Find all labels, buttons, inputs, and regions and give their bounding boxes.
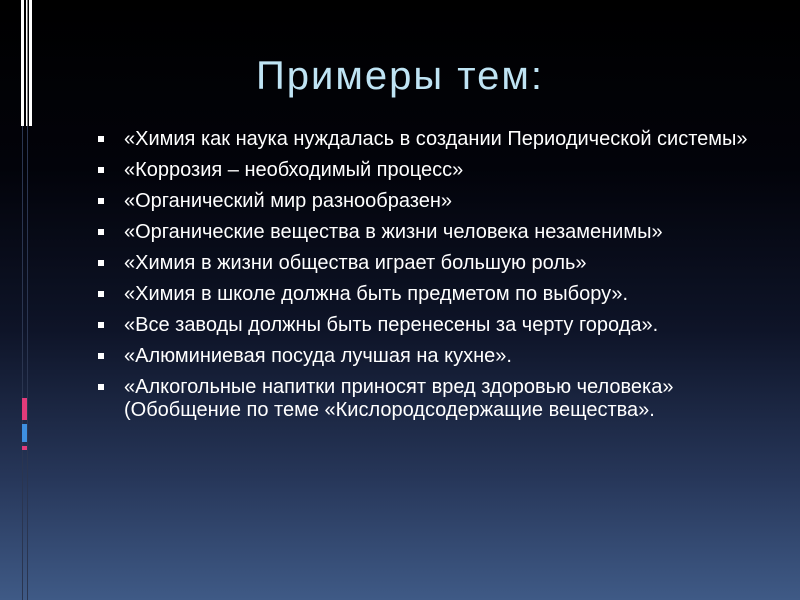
list-item: [96, 221, 756, 244]
list-item-text: «Химия в школе должна быть предметом по выбору».: [124, 283, 629, 305]
square-bullet-icon: [98, 229, 104, 235]
list-item-text: «Химия как наука нуждалась в создании Периодической системы»: [124, 128, 748, 150]
list-item: [96, 283, 756, 306]
list-item-text: «Алкогольные напитки приносят вред здоровью человека» (Обобщение по теме «Кислородсодержащие вещества».: [124, 376, 674, 421]
accent-bar-pink: [22, 398, 27, 420]
square-bullet-icon: [98, 136, 104, 142]
list-item: [96, 376, 756, 422]
list-item: [96, 128, 756, 151]
left-decoration: [0, 0, 40, 600]
square-bullet-icon: [98, 291, 104, 297]
square-bullet-icon: [98, 260, 104, 266]
list-item-text: «Коррозия – необходимый процесс»: [124, 159, 464, 181]
page-title: Примеры тем:: [256, 54, 544, 98]
list-item-text: «Органические вещества в жизни человека незаменимы»: [124, 221, 663, 243]
square-bullet-icon: [98, 322, 104, 328]
list-item-text: «Органический мир разнообразен»: [124, 190, 452, 212]
square-bullet-icon: [98, 198, 104, 204]
list-item-text: «Все заводы должны быть перенесены за черту города».: [124, 314, 659, 336]
list-item-text: «Алюминиевая посуда лучшая на кухне».: [124, 345, 512, 367]
list-item: [96, 252, 756, 275]
square-bullet-icon: [98, 384, 104, 390]
square-bullet-icon: [98, 167, 104, 173]
list-item-text: «Химия в жизни общества играет большую роль»: [124, 252, 587, 274]
accent-bar-blue: [22, 424, 27, 442]
list-item: [96, 345, 756, 368]
list-item: [96, 190, 756, 213]
list-item: [96, 314, 756, 337]
bullet-list: [96, 128, 756, 430]
list-item: [96, 159, 756, 182]
square-bullet-icon: [98, 353, 104, 359]
